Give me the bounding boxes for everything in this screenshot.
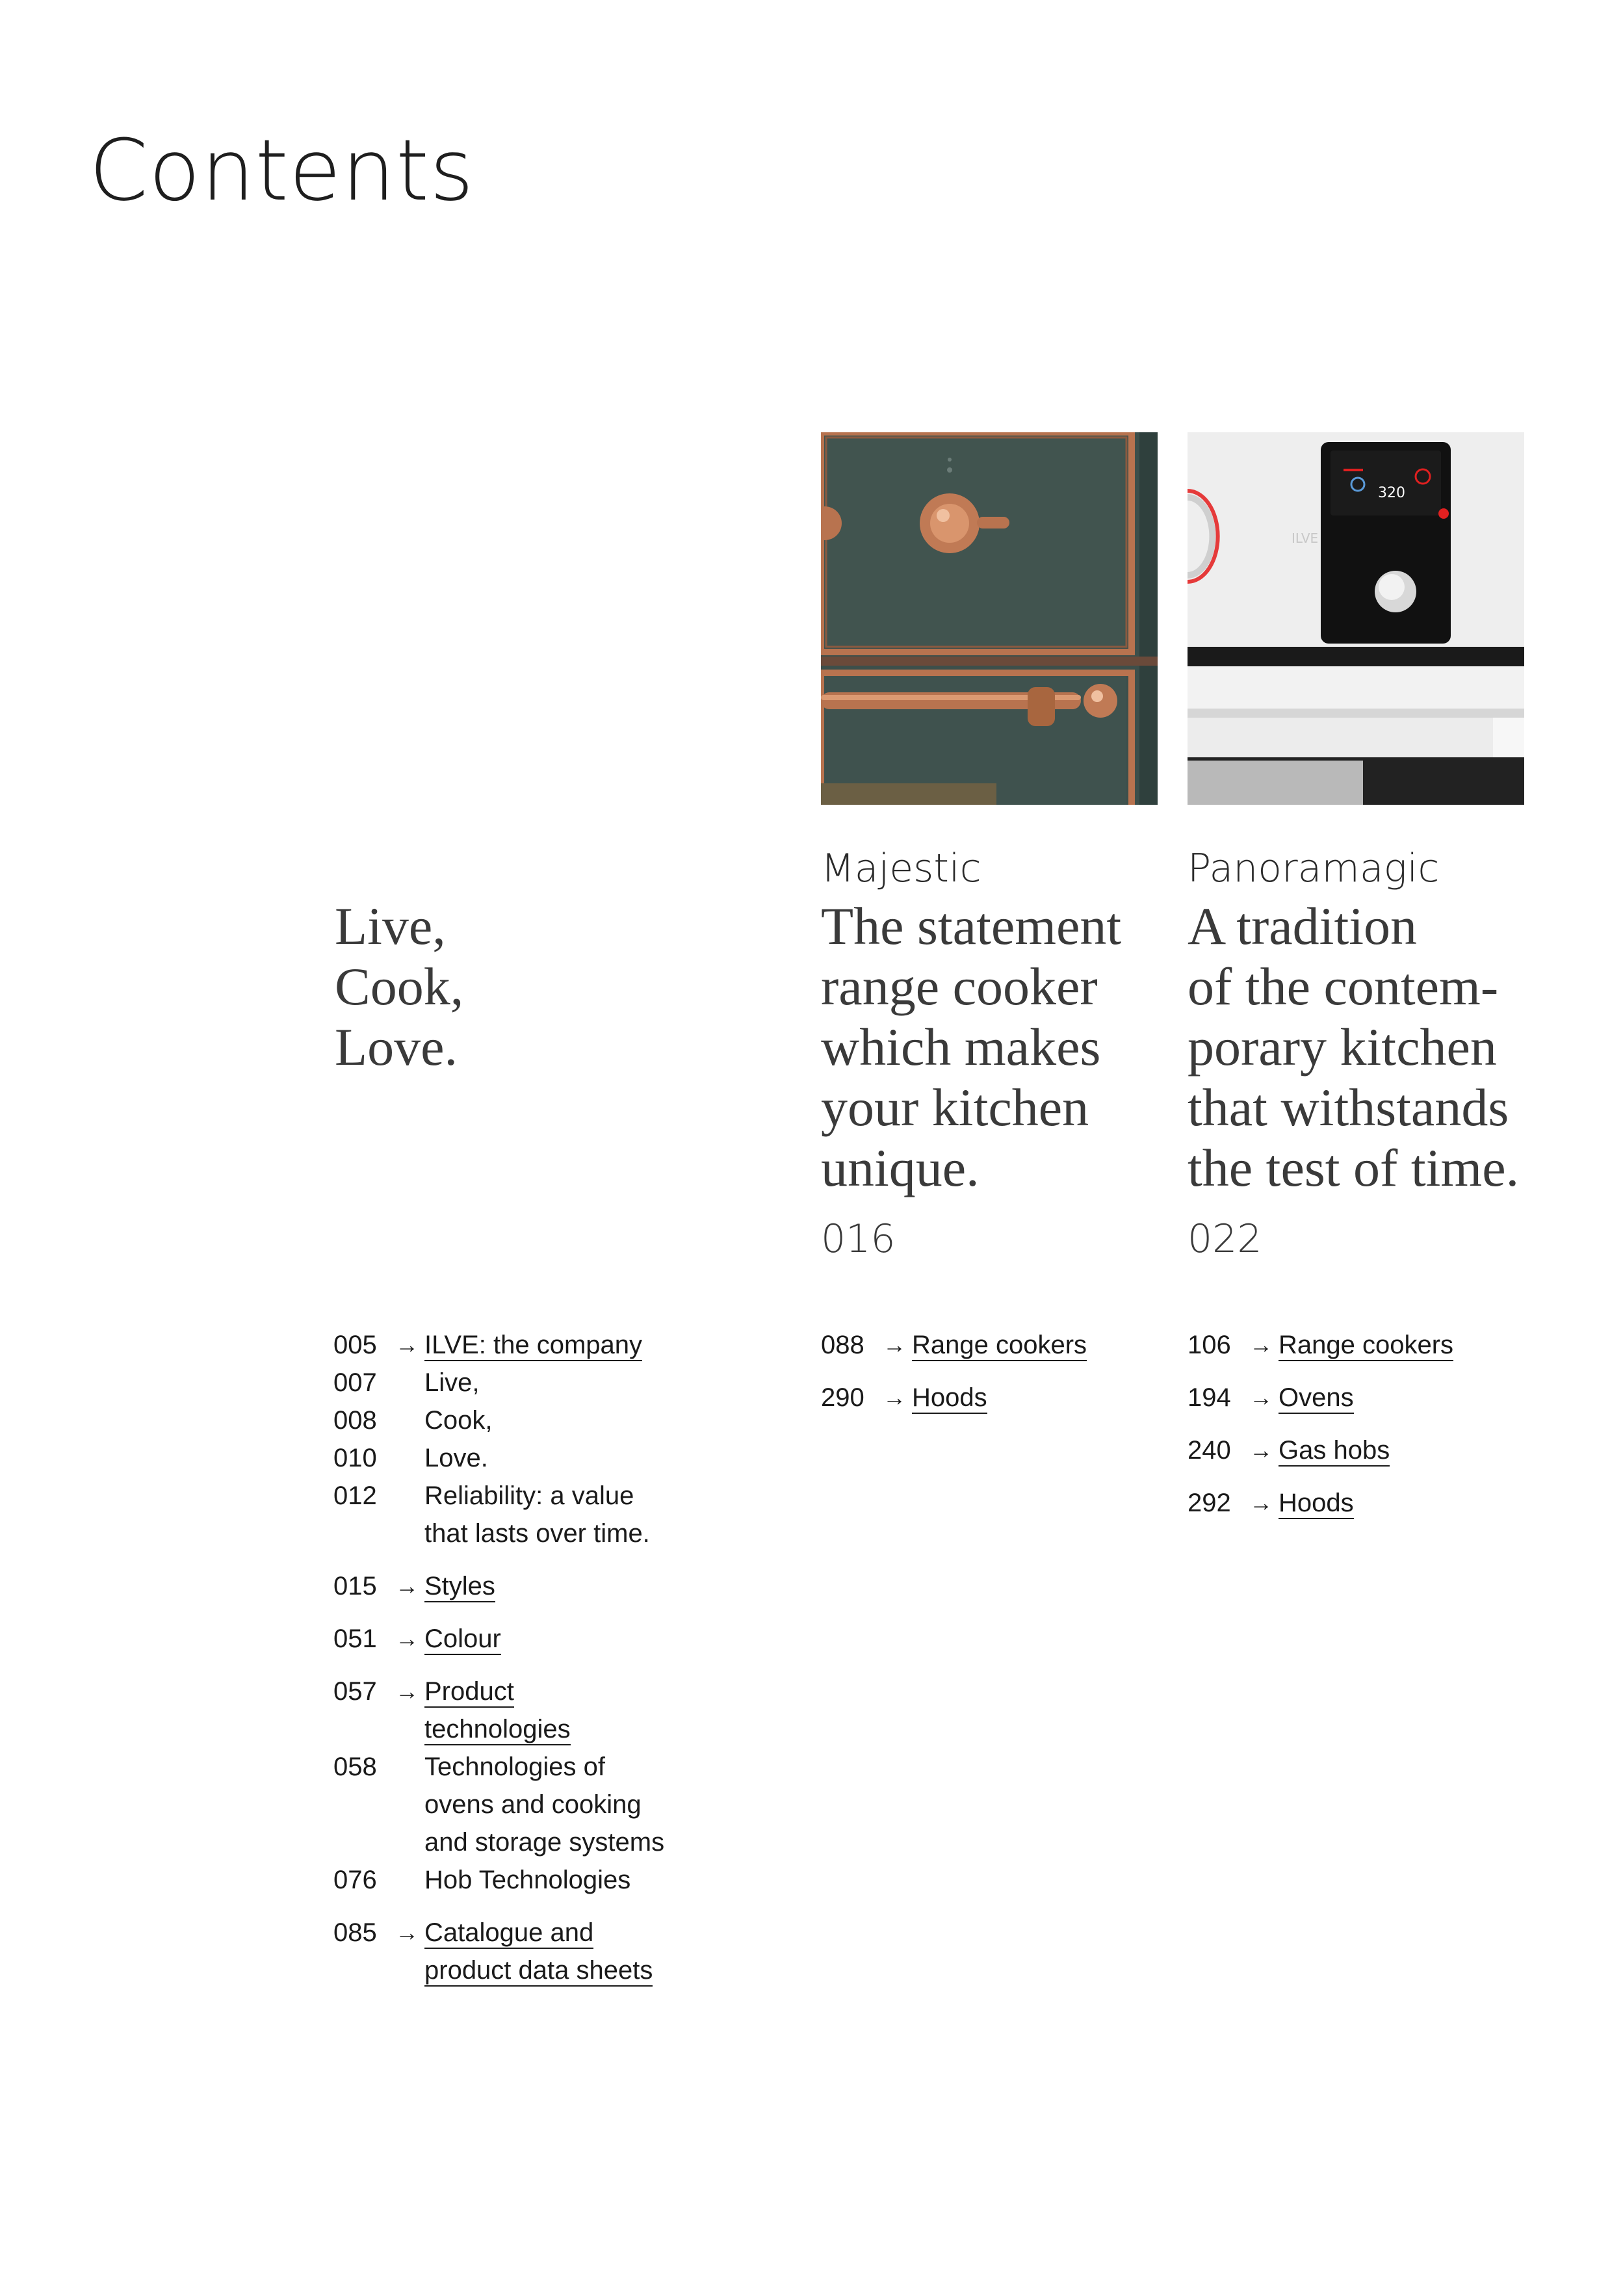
toc-line: that lasts over time. — [424, 1519, 650, 1548]
toc-link[interactable] — [424, 1620, 697, 1658]
toc-line: Gas hobs — [1279, 1431, 1526, 1469]
toc-entry[interactable] — [1188, 1431, 1526, 1469]
toc-entry — [333, 1364, 697, 1402]
arrow-right-icon: → — [395, 1678, 419, 1704]
panoramagic-tagline — [1188, 896, 1519, 1198]
toc-entry — [333, 1748, 697, 1861]
toc-line: Product — [424, 1673, 697, 1710]
toc-entry[interactable] — [821, 1326, 1159, 1364]
intro-tagline-line: Cook, — [335, 957, 464, 1016]
toc-page-number: 240 — [1188, 1436, 1231, 1465]
toc-panoramagic-list — [1188, 1326, 1526, 1522]
toc-link[interactable] — [424, 1914, 697, 1989]
majestic-tagline-line: range cooker — [821, 957, 1098, 1016]
toc-subentry — [424, 1477, 697, 1552]
intro-tagline-line: Live, — [335, 896, 446, 956]
toc-link[interactable] — [1279, 1379, 1526, 1416]
majestic-tagline — [821, 896, 1121, 1198]
intro-tagline — [335, 896, 463, 1077]
toc-line: Reliability: a value — [424, 1481, 634, 1510]
arrow-right-icon: → — [395, 1919, 419, 1946]
toc-page-number: 008 — [333, 1406, 377, 1435]
toc-page-number: 007 — [333, 1368, 377, 1397]
majestic-tagline-line: unique. — [821, 1138, 980, 1197]
toc-entry[interactable] — [333, 1326, 697, 1364]
toc-entry — [333, 1861, 697, 1899]
toc-entry[interactable] — [1188, 1326, 1526, 1364]
arrow-right-icon: → — [395, 1331, 419, 1358]
toc-page-number: 085 — [333, 1918, 377, 1947]
toc-subentry — [424, 1364, 697, 1402]
toc-line: Range cookers — [1279, 1326, 1526, 1364]
arrow-right-icon: → — [1249, 1437, 1273, 1463]
toc-subentry — [424, 1439, 697, 1477]
panoramagic-label: Panoramagic — [1188, 846, 1440, 891]
panoramagic-page-number: 022 — [1188, 1216, 1262, 1262]
toc-link[interactable] — [912, 1326, 1159, 1364]
toc-page-number: 005 — [333, 1331, 377, 1359]
majestic-page-number: 016 — [821, 1216, 896, 1262]
toc-majestic-list — [821, 1326, 1159, 1416]
toc-line: Ovens — [1279, 1379, 1526, 1416]
toc-line: Hoods — [912, 1379, 1159, 1416]
toc-link[interactable] — [424, 1567, 697, 1605]
arrow-right-icon: → — [883, 1384, 906, 1411]
majestic-label: Majestic — [821, 846, 981, 891]
toc-link[interactable] — [424, 1326, 697, 1364]
panoramagic-photo — [1188, 432, 1524, 805]
toc-line: Hoods — [1279, 1484, 1526, 1522]
toc-link[interactable] — [1279, 1326, 1526, 1364]
majestic-photo — [821, 432, 1158, 805]
toc-page-number: 076 — [333, 1866, 377, 1894]
arrow-right-icon: → — [395, 1625, 419, 1652]
majestic-tagline-line: which makes — [821, 1017, 1101, 1076]
panoramagic-tagline-line: that withstands — [1188, 1078, 1509, 1137]
toc-page-number: 015 — [333, 1572, 377, 1600]
arrow-right-icon: → — [883, 1331, 906, 1358]
toc-link[interactable] — [424, 1673, 697, 1748]
toc-entry — [333, 1402, 697, 1439]
toc-page-number: 194 — [1188, 1383, 1231, 1412]
toc-page-number: 051 — [333, 1624, 377, 1653]
toc-page-number: 058 — [333, 1753, 377, 1781]
toc-entry[interactable] — [1188, 1484, 1526, 1522]
toc-subentry — [424, 1861, 697, 1899]
toc-entry[interactable] — [333, 1673, 697, 1748]
panoramagic-tagline-line: porary kitchen — [1188, 1017, 1497, 1076]
toc-entry[interactable] — [333, 1567, 697, 1605]
toc-subentry — [424, 1748, 697, 1861]
toc-line: Technologies of — [424, 1753, 605, 1781]
arrow-right-icon: → — [1249, 1331, 1273, 1358]
page-title: Contents — [89, 121, 474, 220]
majestic-tagline-line: your kitchen — [821, 1078, 1089, 1137]
toc-page-number: 292 — [1188, 1489, 1231, 1517]
arrow-right-icon: → — [395, 1572, 419, 1599]
toc-link[interactable] — [1279, 1484, 1526, 1522]
toc-line: product data sheets — [424, 1951, 697, 1989]
oven-display-panel-photo — [1188, 432, 1524, 805]
arrow-right-icon: → — [1249, 1384, 1273, 1411]
panoramagic-tagline-line: of the contem- — [1188, 957, 1499, 1016]
toc-line: and storage systems — [424, 1828, 665, 1857]
toc-page-number: 012 — [333, 1481, 377, 1510]
toc-entry — [333, 1477, 697, 1552]
toc-link[interactable] — [1279, 1431, 1526, 1469]
toc-line: ILVE: the company — [424, 1326, 697, 1364]
toc-line: Hob Technologies — [424, 1866, 631, 1894]
toc-line: Range cookers — [912, 1326, 1159, 1364]
toc-entry[interactable] — [333, 1914, 697, 1989]
toc-link[interactable] — [912, 1379, 1159, 1416]
arrow-right-icon: → — [1249, 1489, 1273, 1516]
toc-line: Catalogue and — [424, 1914, 697, 1951]
toc-line: ovens and cooking — [424, 1790, 642, 1819]
toc-page-number: 057 — [333, 1677, 377, 1706]
toc-entry[interactable] — [821, 1379, 1159, 1416]
toc-line: technologies — [424, 1710, 697, 1748]
toc-general-list — [333, 1326, 697, 1989]
toc-line: Colour — [424, 1620, 697, 1658]
panoramagic-tagline-line: A tradition — [1188, 896, 1418, 956]
toc-page-number: 106 — [1188, 1331, 1231, 1359]
toc-entry — [333, 1439, 697, 1477]
display-readout: 320 — [1378, 485, 1405, 501]
panoramagic-tagline-line: the test of time. — [1188, 1138, 1520, 1197]
toc-line: Love. — [424, 1444, 488, 1472]
toc-entry[interactable] — [1188, 1379, 1526, 1416]
toc-line: Live, — [424, 1368, 480, 1397]
majestic-tagline-line: The statement — [821, 896, 1122, 956]
toc-entry[interactable] — [333, 1620, 697, 1658]
toc-line: Styles — [424, 1567, 697, 1605]
toc-page-number: 010 — [333, 1444, 377, 1472]
oven-door-copper-photo — [821, 432, 1158, 805]
toc-subentry — [424, 1402, 697, 1439]
toc-page-number: 290 — [821, 1383, 864, 1412]
toc-page-number: 088 — [821, 1331, 864, 1359]
intro-tagline-line: Love. — [335, 1017, 458, 1076]
brand-mark: ILVE — [1292, 530, 1319, 546]
toc-line: Cook, — [424, 1406, 493, 1435]
